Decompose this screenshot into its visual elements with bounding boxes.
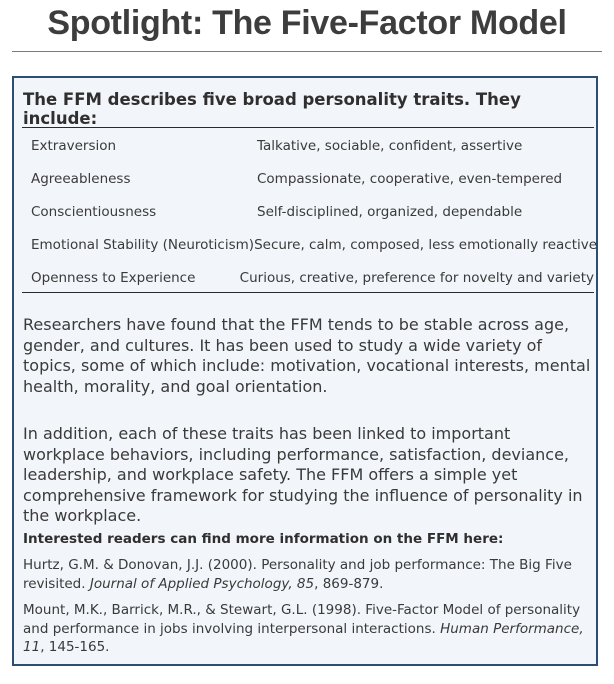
reference-journal: Journal of Applied Psychology,	[89, 575, 293, 592]
trait-row	[22, 196, 594, 229]
page-title: Spotlight: The Five-Factor Model	[47, 4, 567, 42]
workplace-paragraph: In addition, each of these traits has been linked to important workplace behaviors, including performance, satisfaction, deviance, leadership, and workplace safety. The FFM offers a simple yet comprehensive framework for studying the influence of personality in the workplace.	[23, 424, 583, 525]
trait-description: Talkative, sociable, confident, assertive	[257, 138, 523, 155]
trait-name: Agreeableness	[31, 171, 131, 188]
intro-text: The FFM describes five broad personality traits. They include:	[23, 90, 521, 128]
reference-pages: , 869-879.	[314, 575, 384, 592]
trait-description: Curious, creative, preference for novelty and variety	[239, 269, 594, 286]
trait-name: Emotional Stability (Neuroticism)	[31, 236, 255, 253]
reference-volume: 85	[296, 575, 315, 592]
reference-journal: Human Performance,	[440, 620, 584, 637]
trait-name: Conscientiousness	[31, 203, 157, 220]
traits-table	[22, 130, 598, 294]
table-bottom-rule	[22, 292, 594, 293]
trait-name: Openness to Experience	[31, 269, 196, 286]
research-paragraph: Researchers have found that the FFM tends to be stable across age, gender, and cultures. It has been used to study a wide variety of topics, some of which include: motivation, vocational interests, mental health, morality, and goal orientation.	[23, 315, 591, 396]
reference-authors: Hurtz, G.M. & Donovan, J.J. (2000). Personality and job performance: The Big Five revisited.	[23, 557, 572, 592]
reference-item	[23, 601, 591, 657]
reference-pages: , 145-165.	[40, 639, 110, 655]
trait-name: Extraversion	[31, 138, 117, 155]
trait-description: Self-disciplined, organized, dependable	[257, 203, 523, 220]
trait-description: Compassionate, cooperative, even-tempered	[257, 171, 563, 188]
trait-row	[22, 130, 594, 163]
table-top-rule	[22, 127, 594, 128]
trait-row	[22, 228, 598, 261]
reference-volume: 11	[23, 639, 41, 655]
spotlight-panel	[12, 76, 598, 666]
reference-item	[23, 556, 591, 593]
references-heading: Interested readers can find more information on the FFM here:	[23, 531, 504, 547]
trait-row	[22, 261, 594, 294]
trait-description: Secure, calm, composed, less emotionally reactive	[254, 236, 598, 253]
title-divider	[12, 51, 602, 52]
trait-row	[22, 163, 594, 196]
reference-authors: Mount, M.K., Barrick, M.R., & Stewart, G.L. (1998). Five-Factor Model of personality and performance in jobs involving interpersonal interactions.	[23, 602, 581, 637]
